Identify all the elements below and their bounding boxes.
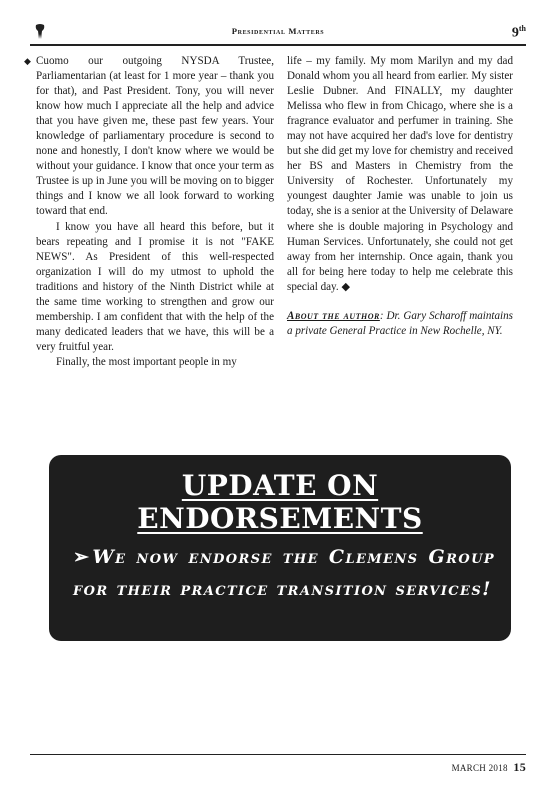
footer-page-number: 15 xyxy=(513,760,526,774)
end-mark-icon: ◆ xyxy=(341,280,350,293)
endorsement-title: UPDATE ON ENDORSEMENTS xyxy=(137,469,423,535)
page-footer xyxy=(452,760,526,775)
arrow-bullet-icon: ➢ xyxy=(73,546,91,568)
footer-divider xyxy=(30,754,526,755)
endorsement-box xyxy=(49,455,511,641)
right-column xyxy=(287,54,513,339)
endorsement-body: ➢ We now endorse the Clemens Group for their practice transition services! xyxy=(73,541,495,605)
about-author-label: About the author xyxy=(287,309,380,322)
paragraph: I know you have all heard this before, but it bears repeating and I promise it is not "FAKE NEWS". As President of this well-respected organization I will do my utmost to uphold the traditions and history of the Ninth District while at the same time working to strengthen and grow our membership. I am confident that with the help of the many dedicated leaders that we have, this will be a very fruitful year. xyxy=(36,220,274,353)
header-page-number: 9th xyxy=(511,24,526,41)
about-author-text: Dr. Gary Scharoff maintains a private General Practice in New Rochelle, NY. xyxy=(287,309,513,337)
bullet-icon: ◆ xyxy=(24,56,31,66)
section-title: Presidential Matters xyxy=(231,26,325,36)
page-header xyxy=(30,22,526,42)
issue-date: MARCH 2018 xyxy=(451,763,508,773)
paragraph: life – my family. My mom Marilyn and my dad Donald whom you all heard from earlier. My sister Leslie Dubner. And FINALLY, my daughter Melissa who flew in from Chicago, where she is a fragrance evaluator and perfumer in training. She may not have acquired her dad's love for dentistry but she did get my love for chemistry and received her BS and Masters in Chemistry from the University of Rochester. Unfortunately my youngest daughter Jamie was unable to join us today, she is a senior at the University of Delaware where she is double majoring in Psychology and Human Services. Unfortunately, she could not get away from her internship. Once again, thank you all for being here today to help me celebrate this special day. ◆ xyxy=(287,55,514,293)
left-column xyxy=(24,54,274,370)
about-author: About the author: Dr. Gary Scharoff maintains a private General Practice in New Rochelle, NY. xyxy=(287,309,513,337)
paragraph: Finally, the most important people in my xyxy=(56,355,237,368)
bullet-paragraph: ◆ Cuomo our outgoing NYSDA Trustee, Parliamentarian (at least for 1 more year – thank you for that), and Past President. Tony, you will never know how much I appreciate all the help and advice that you have given me, these past few years. Your knowledge of parliamentary procedure is second to none and honestly, I don't know where we would be without your guidance. I know that once your term as Trustee is up in June you will be moving on to bigger things and I know we all look forward to working toward that end. xyxy=(24,55,274,218)
header-divider xyxy=(30,44,526,46)
